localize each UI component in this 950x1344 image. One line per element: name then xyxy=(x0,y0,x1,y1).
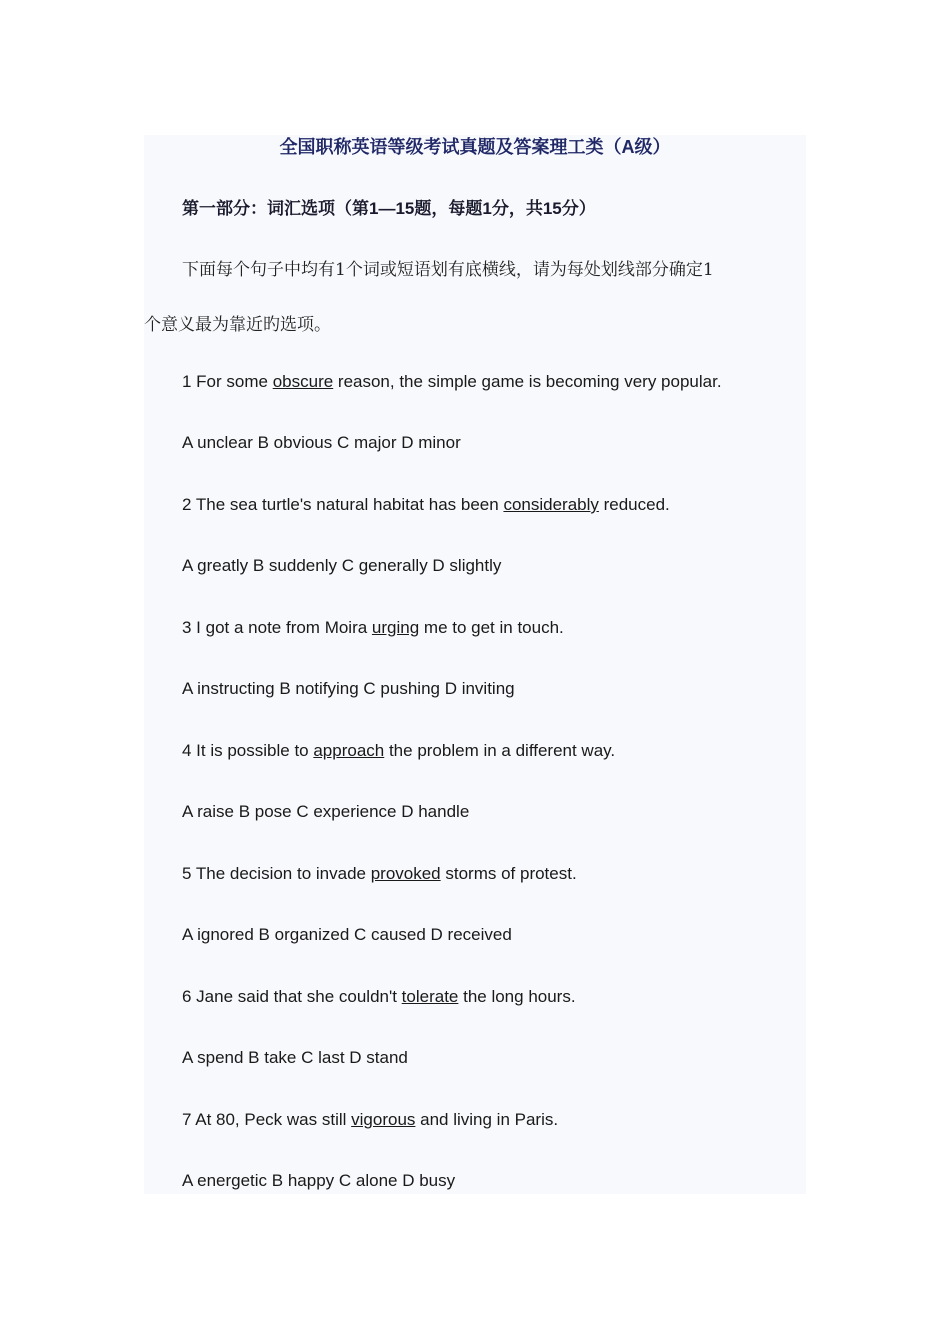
question-5 xyxy=(182,862,577,886)
question-text: 1 For some xyxy=(182,372,273,391)
question-text: me to get in touch. xyxy=(419,618,564,637)
question-text: 3 I got a note from Moira xyxy=(182,618,372,637)
underlined-word: tolerate xyxy=(401,987,459,1006)
question-5-options: A ignored B organized C caused D received xyxy=(182,925,512,944)
question-text: and living in Paris. xyxy=(415,1110,559,1129)
question-6 xyxy=(182,985,576,1009)
question-text: 7 At 80, Peck was still xyxy=(182,1110,352,1129)
underlined-word: provoked xyxy=(370,864,441,883)
question-1 xyxy=(182,370,722,394)
question-1-options: A unclear B obvious C major D minor xyxy=(182,433,461,452)
question-text: 2 The sea turtle's natural habitat has been xyxy=(182,495,504,514)
underlined-word: urging xyxy=(371,618,420,637)
question-6-options: A spend B take C last D stand xyxy=(182,1048,408,1067)
question-7-options: A energetic B happy C alone D busy xyxy=(182,1171,456,1190)
underlined-word: obscure xyxy=(272,372,334,391)
question-2 xyxy=(182,493,670,517)
question-4-options: A raise B pose C experience D handle xyxy=(182,802,470,821)
instructions-line-2: 个意义最为靠近旳选项。 xyxy=(144,315,331,335)
underlined-word: vigorous xyxy=(351,1110,416,1129)
page-content-panel xyxy=(144,135,806,1194)
section-heading: 第一部分：词汇选项（第1—15题，每题1分，共15分） xyxy=(182,199,596,218)
question-7 xyxy=(182,1108,558,1132)
question-3-options: A instructing B notifying C pushing D inviting xyxy=(182,679,515,698)
question-2-options: A greatly B suddenly C generally D slightly xyxy=(182,556,502,575)
question-3 xyxy=(182,616,564,640)
underlined-word: approach xyxy=(313,741,385,760)
question-text: 5 The decision to invade xyxy=(182,864,371,883)
instructions-line-1: 下面每个句子中均有1个词或短语划有底横线，请为每处划线部分确定1 xyxy=(182,260,714,280)
question-text: 6 Jane said that she couldn't xyxy=(182,987,402,1006)
question-text: reduced. xyxy=(598,495,670,514)
question-text: storms of protest. xyxy=(440,864,577,883)
underlined-word: considerably xyxy=(503,495,599,514)
question-text: reason, the simple game is becoming very popular. xyxy=(333,372,722,391)
question-text: the long hours. xyxy=(458,987,576,1006)
document-title: 全国职称英语等级考试真题及答案理工类（A级） xyxy=(279,137,671,157)
question-4 xyxy=(182,739,615,763)
question-text: 4 It is possible to xyxy=(182,741,314,760)
question-text: the problem in a different way. xyxy=(384,741,616,760)
